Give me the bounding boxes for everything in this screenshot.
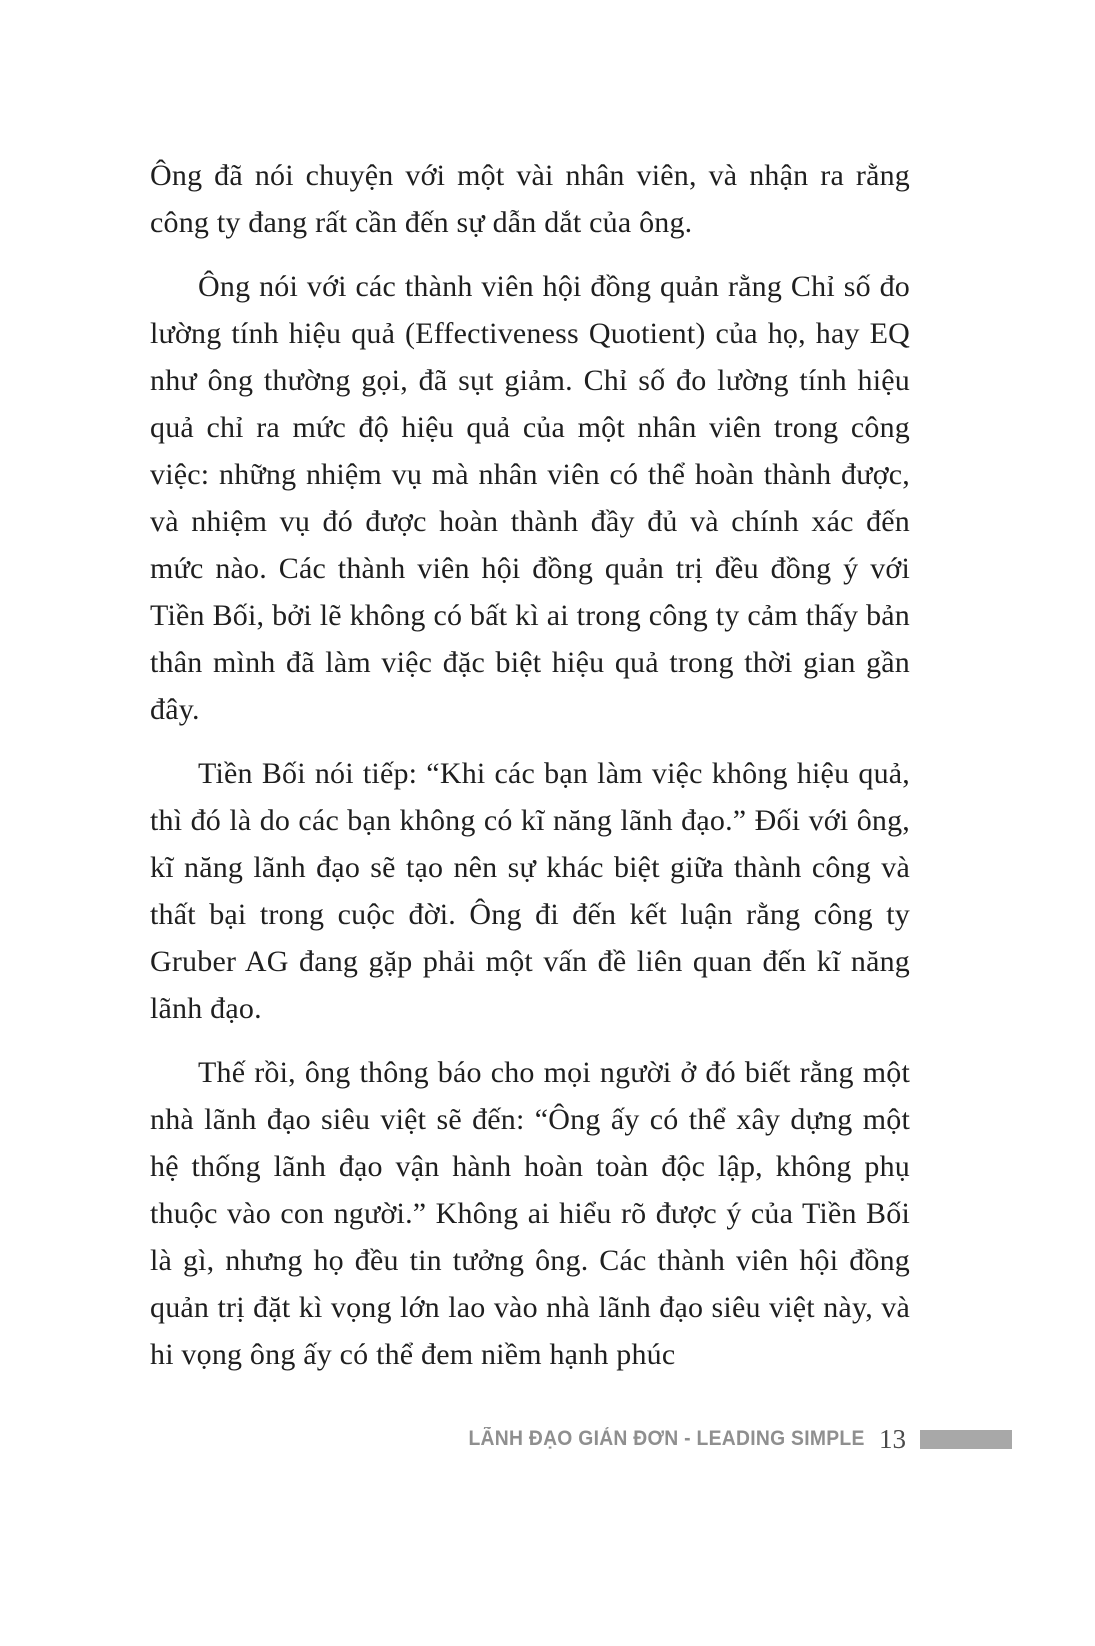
- footer-book-title: LÃNH ĐẠO GIẢN ĐƠN - LEADING SIMPLE: [468, 1427, 865, 1450]
- paragraph: Thế rồi, ông thông báo cho mọi người ở đó biết rằng một nhà lãnh đạo siêu việt sẽ đến: “Ông ấy có thể xây dựng một hệ thống lãnh đạo vận hành hoàn toàn độc lập, không phụ thuộc vào con người.” Không ai hiểu rõ được ý của Tiền Bối là gì, nhưng họ đều tin tưởng ông. Các thành viên hội đồng quản trị đặt kì vọng lớn lao vào nhà lãnh đạo siêu việt này, và hi vọng ông ấy có thể đem niềm hạnh phúc: [150, 1056, 910, 1371]
- footer-decorative-bar: [920, 1430, 1012, 1449]
- paragraph: Ông đã nói chuyện với một vài nhân viên, và nhận ra rằng công ty đang rất cần đến sự dẫn dắt của ông.: [150, 159, 910, 239]
- body-text: [150, 152, 910, 1395]
- paragraph: Tiền Bối nói tiếp: “Khi các bạn làm việc không hiệu quả, thì đó là do các bạn không có kĩ năng lãnh đạo.” Đối với ông, kĩ năng lãnh đạo sẽ tạo nên sự khác biệt giữa thành công và thất bại trong cuộc đời. Ông đi đến kết luận rằng công ty Gruber AG đang gặp phải một vấn đề liên quan đến kĩ năng lãnh đạo.: [150, 757, 910, 1025]
- page-number: 13: [879, 1423, 906, 1454]
- page-footer: [150, 1424, 1012, 1454]
- paragraph: Ông nói với các thành viên hội đồng quản rằng Chỉ số đo lường tính hiệu quả (Effectiveness Quotient) của họ, hay EQ như ông thường gọi, đã sụt giảm. Chỉ số đo lường tính hiệu quả chỉ ra mức độ hiệu quả của một nhân viên trong công việc: những nhiệm vụ mà nhân viên có thể hoàn thành được, và nhiệm vụ đó được hoàn thành đầy đủ và chính xác đến mức nào. Các thành viên hội đồng quản trị đều đồng ý với Tiền Bối, bởi lẽ không có bất kì ai trong công ty cảm thấy bản thân mình đã làm việc đặc biệt hiệu quả trong thời gian gần đây.: [150, 270, 910, 726]
